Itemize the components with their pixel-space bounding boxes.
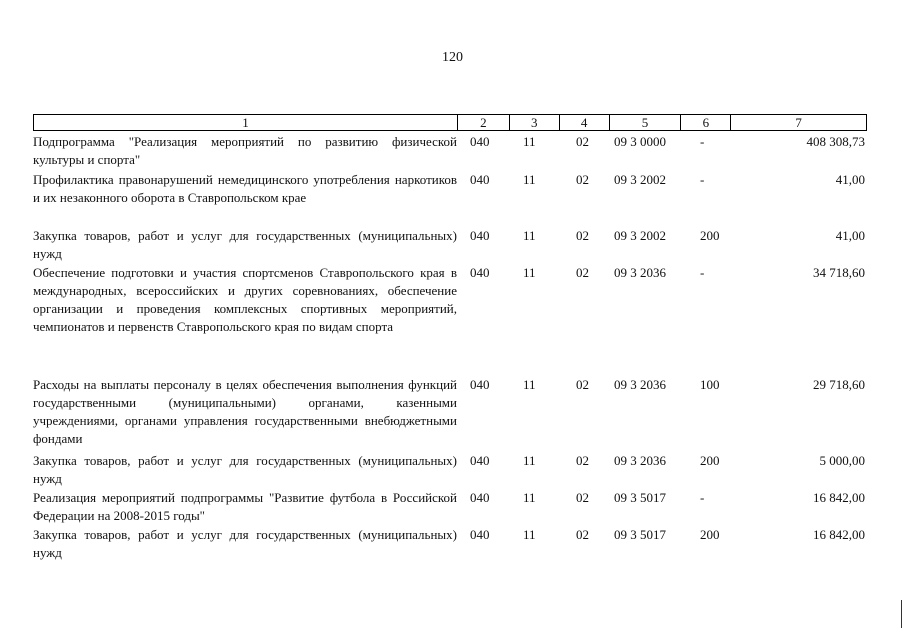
row-description: Закупка товаров, работ и услуг для государственных (муниципальных) нужд	[33, 527, 457, 560]
row-code: 040	[470, 228, 490, 243]
margin-line	[901, 600, 902, 628]
row-subsection: 02	[576, 134, 589, 149]
row-description: Профилактика правонарушений немедицинского употребления наркотиков и их незаконного оборота в Ставропольском крае	[33, 172, 457, 205]
row-code: 040	[470, 265, 490, 280]
row-expense-type: 100	[700, 377, 720, 392]
row-sum: 41,00	[835, 172, 865, 187]
row-code: 040	[470, 490, 490, 505]
header-col-2: 2	[458, 115, 510, 130]
row-description: Подпрограмма "Реализация мероприятий по развитию физической культуры и спорта"	[33, 134, 457, 167]
row-description: Обеспечение подготовки и участия спортсменов Ставропольского края в международных, всероссийских и других соревнованиях, обеспечение организации и проведения комплексных спортивных мероприятий, чемпионатов и первенств Ставропольского края по видам спорта	[33, 265, 457, 334]
header-col-1: 1	[34, 115, 458, 130]
row-code: 040	[470, 377, 490, 392]
row-target-code: 09 3 0000	[614, 134, 666, 149]
row-code: 040	[470, 527, 490, 542]
header-col-7: 7	[795, 115, 802, 130]
row-subsection: 02	[576, 377, 589, 392]
row-subsection: 02	[576, 228, 589, 243]
row-expense-type: -	[700, 134, 705, 149]
row-expense-type: 200	[700, 527, 720, 542]
row-section: 11	[523, 527, 536, 542]
row-section: 11	[523, 228, 536, 243]
table-header	[33, 114, 867, 131]
row-section: 11	[523, 453, 536, 468]
row-subsection: 02	[576, 490, 589, 505]
row-sum: 5 000,00	[819, 453, 865, 468]
row-code: 040	[470, 453, 490, 468]
row-description: Реализация мероприятий подпрограммы "Развитие футбола в Российской Федерации на 2008-2015 годы"	[33, 490, 457, 523]
row-section: 11	[523, 265, 536, 280]
row-subsection: 02	[576, 172, 589, 187]
row-subsection: 02	[576, 265, 589, 280]
row-sum: 34 718,60	[813, 265, 865, 280]
row-target-code: 09 3 2002	[614, 228, 666, 243]
row-expense-type: -	[700, 265, 705, 280]
row-code: 040	[470, 134, 490, 149]
row-sum: 16 842,00	[813, 527, 865, 542]
row-sum: 41,00	[835, 228, 865, 243]
row-expense-type: 200	[700, 453, 720, 468]
row-expense-type: -	[700, 490, 705, 505]
row-sum: 29 718,60	[813, 377, 865, 392]
row-target-code: 09 3 5017	[614, 490, 666, 505]
row-target-code: 09 3 2036	[614, 265, 666, 280]
header-col-6: 6	[681, 115, 731, 130]
row-target-code: 09 3 2002	[614, 172, 666, 187]
row-subsection: 02	[576, 527, 589, 542]
row-section: 11	[523, 134, 536, 149]
header-col-4: 4	[560, 115, 610, 130]
row-section: 11	[523, 377, 536, 392]
row-section: 11	[523, 490, 536, 505]
row-description: Закупка товаров, работ и услуг для государственных (муниципальных) нужд	[33, 228, 457, 261]
header-col-3: 3	[510, 115, 560, 130]
header-col-5: 5	[610, 115, 682, 130]
page-number: 120	[442, 50, 463, 65]
row-sum: 408 308,73	[806, 134, 865, 149]
row-target-code: 09 3 2036	[614, 377, 666, 392]
row-target-code: 09 3 2036	[614, 453, 666, 468]
row-description: Закупка товаров, работ и услуг для государственных (муниципальных) нужд	[33, 453, 457, 486]
row-expense-type: -	[700, 172, 705, 187]
row-subsection: 02	[576, 453, 589, 468]
row-section: 11	[523, 172, 536, 187]
row-code: 040	[470, 172, 490, 187]
row-target-code: 09 3 5017	[614, 527, 666, 542]
row-sum: 16 842,00	[813, 490, 865, 505]
row-expense-type: 200	[700, 228, 720, 243]
row-description: Расходы на выплаты персоналу в целях обеспечения выполнения функций государственными (муниципальными) органами, казенными учреждениями, органами управления государственными внебюджетными фондами	[33, 377, 457, 446]
